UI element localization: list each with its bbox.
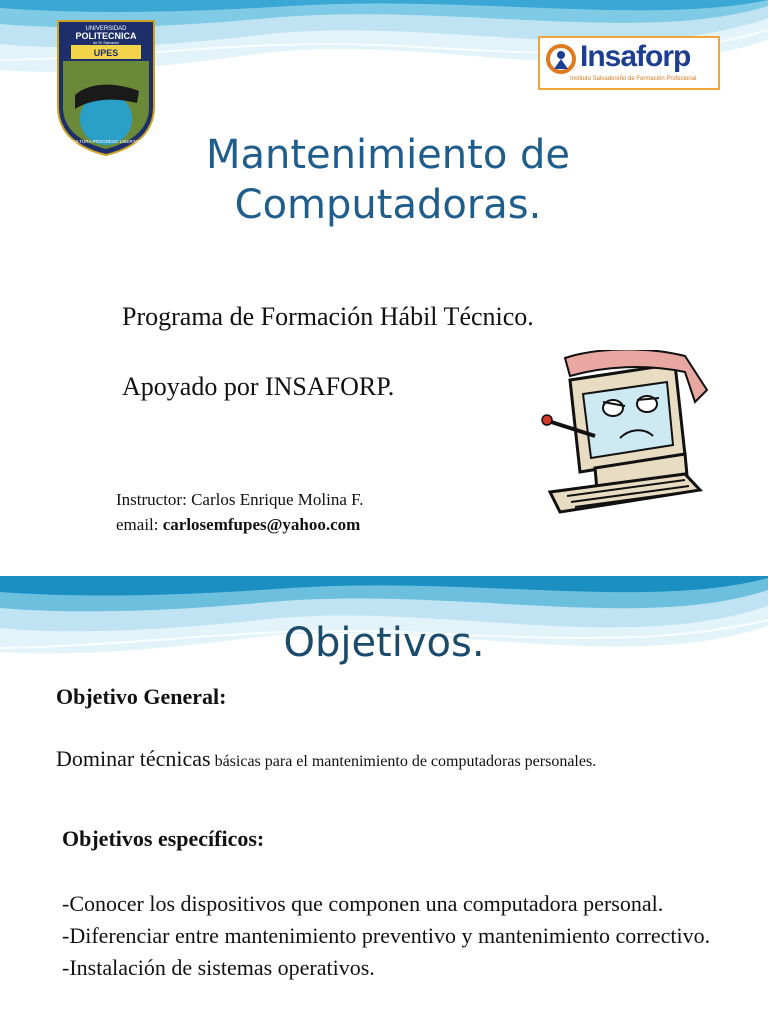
email-line — [116, 515, 360, 535]
supported-by-text: Apoyado por INSAFORP. — [122, 372, 395, 401]
list-item: -Conocer los dispositivos que componen una computadora personal. — [62, 891, 664, 916]
program-text: Programa de Formación Hábil Técnico. — [122, 302, 534, 331]
insaforp-logo — [538, 36, 720, 90]
upes-logo-line2: POLITECNICA — [75, 31, 137, 41]
list-item: -Instalación de sistemas operativos. — [62, 955, 375, 980]
upes-logo — [53, 17, 159, 157]
slide-title: Objetivos. — [283, 620, 485, 666]
upes-logo-line3: de El Salvador — [92, 40, 120, 45]
insaforp-subtitle: Instituto Salvadoreño de Formación Profesional — [570, 76, 697, 82]
slide-title-line1: Mantenimiento de — [205, 132, 571, 178]
upes-logo-motto: CULTURA PROGRESO LIBERTAD — [70, 139, 142, 144]
general-objective-heading: Objetivo General: — [56, 684, 227, 709]
upes-logo-line1: UNIVERSIDAD — [85, 26, 127, 32]
general-objective-lead: Dominar técnicas — [56, 746, 211, 771]
list-item: -Diferenciar entre mantenimiento preventivo y mantenimiento correctivo. — [62, 923, 711, 948]
specific-objectives-heading: Objetivos específicos: — [62, 826, 265, 851]
general-objective-text — [56, 746, 716, 772]
insaforp-wordmark: Insaforp — [580, 40, 691, 73]
specific-objectives-list — [62, 888, 718, 984]
instructor-text: Instructor: Carlos Enrique Molina F. — [116, 490, 364, 509]
upes-logo-line4: UPES — [93, 48, 119, 58]
slide-title — [168, 130, 608, 230]
insaforp-emblem-icon — [546, 44, 576, 74]
general-objective-rest: básicas para el mantenimiento de computadoras personales. — [214, 753, 597, 770]
email-address[interactable]: carlosemfupes@yahoo.com — [162, 515, 361, 534]
slide-title-line2: Computadoras. — [234, 182, 542, 228]
email-label: email: — [116, 515, 159, 534]
objectives-slide — [0, 576, 768, 1024]
sick-computer-icon — [535, 350, 715, 515]
